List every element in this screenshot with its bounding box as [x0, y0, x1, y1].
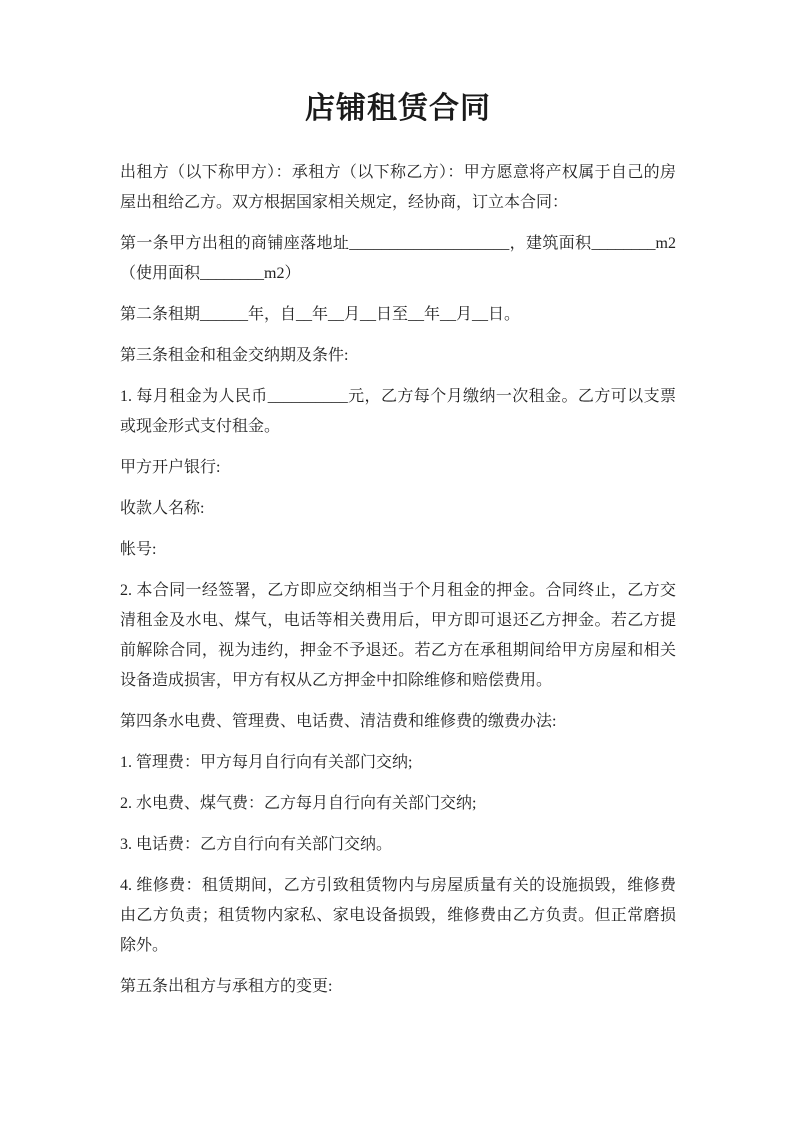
line-landlord-bank: 甲方开户银行: [120, 459, 221, 476]
clause-3-item-2-deposit: 2. 本合同一经签署，乙方即应交纳相当于个月租金的押金。合同终止，乙方交清租金及水电、煤气，电话等相关费用后，甲方即可退还乙方押金。若乙方提前解除合同，视为违约，押金不予退还。若乙方在承租期间给甲方房屋和相关设备造成损害，甲方有权从乙方押金中扣除维修和赔偿费用。 [120, 582, 676, 689]
clause-4-item-3-telephone-fee: 3. 电话费：乙方自行向有关部门交纳。 [120, 836, 393, 853]
clause-2-term: 第二条租期______年，自__年__月__日至__年__月__日。 [120, 306, 521, 323]
clause-1-premises: 第一条甲方出租的商铺座落地址____________________，建筑面积________m2（使用面积________m2） [120, 235, 676, 282]
clause-4-item-2-utilities-fee: 2. 水电费、煤气费：乙方每月自行向有关部门交纳; [120, 795, 477, 812]
clause-3-item-1-rent: 1. 每月租金为人民币__________元，乙方每个月缴纳一次租金。乙方可以支票或现金形式支付租金。 [120, 388, 676, 435]
line-payee-name: 收款人名称: [120, 500, 205, 517]
clause-4-item-1-management-fee: 1. 管理费：甲方每月自行向有关部门交纳; [120, 754, 413, 771]
line-account-number: 帐号: [120, 541, 157, 558]
clause-4-heading: 第四条水电费、管理费、电话费、清洁费和维修费的缴费办法: [120, 713, 557, 730]
document-title: 店铺租赁合同 [305, 92, 491, 125]
clause-5-heading: 第五条出租方与承租方的变更: [120, 978, 333, 995]
clause-4-item-4-repair-fee: 4. 维修费：租赁期间，乙方引致租赁物内与房屋质量有关的设施损毁，维修费由乙方负责；租赁物内家私、家电设备损毁，维修费由乙方负责。但正常磨损除外。 [120, 877, 676, 954]
clause-3-heading: 第三条租金和租金交纳期及条件: [120, 347, 349, 364]
paragraph-parties-intro: 出租方（以下称甲方）：承租方（以下称乙方）：甲方愿意将产权属于自己的房屋出租给乙方。双方根据国家相关规定，经协商，订立本合同： [120, 164, 676, 211]
